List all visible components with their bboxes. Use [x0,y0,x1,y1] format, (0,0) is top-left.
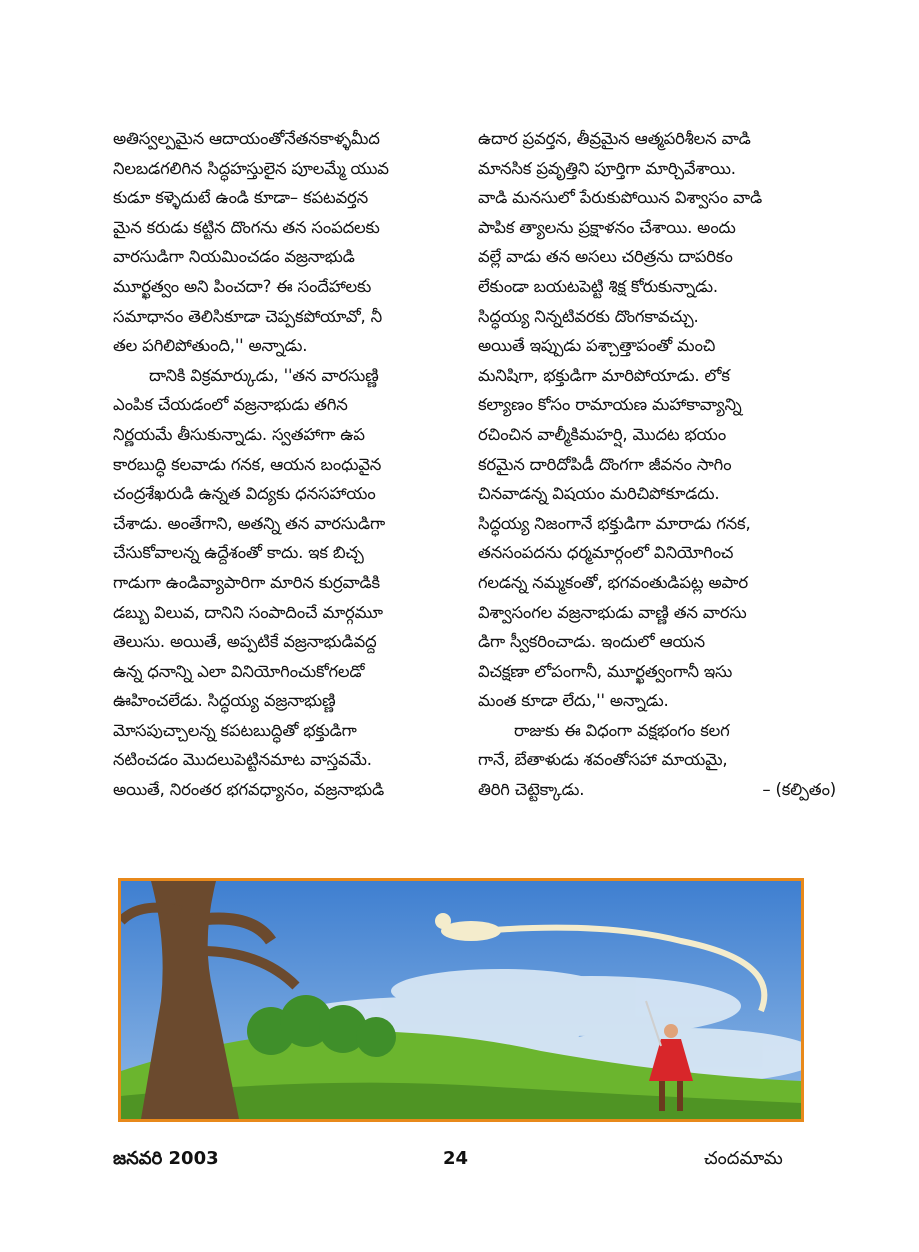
text-line: వాడి మనసులో పేరుకుపోయిన విశ్వాసం వాడి [478,188,763,208]
text-line: మానసిక ప్రవృత్తిని పూర్తిగా మార్చివేశాయి. [478,158,736,178]
text-line: గలడన్న నమ్మకంతో, భగవంతుడిపట్ల అపార [478,572,748,592]
text-line: చినవాడన్న విషయం మరిచిపోకూడదు. [478,484,720,504]
text-line: డిగా స్వీకరించాడు. ఇందులో ఆయన [478,632,705,652]
text-line: నిలబడగలిగిన సిద్ధహస్తులైన పూలమ్మే యువ [113,158,389,178]
text-line: కరమైన దారిదోపిడీ దొంగగా జీవనం సాగిం [478,454,732,474]
text-line: లేకుండా బయటపెట్టి శిక్ష కోరుకున్నాడు. [478,276,718,296]
text-line: చేసుకోవాలన్న ఉద్దేశంతో కాదు. ఇక బిచ్చ [113,543,364,563]
page-number: 24 [443,1148,469,1169]
text-line: మూర్ఖత్వం అని పించదా? ఈ సందేహాలకు [113,276,372,296]
text-line: రచించిన వాల్మీకిమహర్షి, మొదట భయం [478,424,727,444]
text-line: మైన కరుడు కట్టిన దొంగను తన సంపదలకు [113,217,380,237]
text-line: ఉన్న ధనాన్ని ఎలా వినియోగించుకోగలడో [113,661,365,681]
text-line: సిద్ధయ్య నిన్నటివరకు దొంగకావచ్చు. [478,306,699,326]
closing-line [478,775,836,805]
text-line: సమాధానం తెలిసికూడా చెప్పకపోయావో, నీ [113,306,383,326]
text-line: కల్యాణం కోసం రామాయణ మహాకావ్యాన్ని [478,395,742,415]
text-line: మోసపుచ్చాలన్న కపటబుద్ధితో భక్తుడిగా [113,720,357,740]
text-line: చంద్రశేఖరుడి ఉన్నత విద్యకు ధనసహాయం [113,484,376,504]
text-line: సిద్ధయ్య నిజంగానే భక్తుడిగా మారాడు గనక, [478,513,751,533]
text-line: ఉదార ప్రవర్తన, తీవ్రమైన ఆత్మపరిశీలన వాడి [478,129,751,148]
text-line: కారబుద్ధి కలవాడు గనక, ఆయన బంధువైన [113,454,382,474]
text-line: గానే, బేతాళుడు శవంతోసహా మాయమై, [478,750,728,770]
text-line: ఎంపిక చేయడంలో వజ్రనాభుడు తగిన [113,395,348,415]
text-line: దానికి విక్రమార్కుడు, ''తన వారసుణ్ణి [149,365,379,385]
left-text-column [113,124,471,805]
text-line: తెలుసు. అయితే, అప్పటికే వజ్రనాభుడివద్ద [113,632,377,652]
illustration-scene [121,881,801,1119]
text-line: అయితే, నిరంతర భగవధ్యానం, వజ్రనాభుడి [113,780,385,800]
text-line: తల పగిలిపోతుంది,'' అన్నాడు. [113,336,308,356]
text-line: అయితే ఇప్పుడు పశ్చాత్తాపంతో మంచి [478,336,716,356]
text-line: రాజుకు ఈ విధంగా వక్షభంగం కలగ [514,720,730,740]
text-line: పాపిక త్యాలను ప్రక్షాళనం చేశాయి. అందు [478,217,736,237]
text-line: తనసంపదను ధర్మమార్గంలో వినియోగించ [478,543,734,563]
text-line: నిర్ణయమే తీసుకున్నాడు. స్వతహాగా ఉప [113,424,365,444]
text-line: కుడూ కళ్ళెదుటే ఉండి కూడా– కపటవర్తన [113,188,369,208]
text-line: చేశాడు. అంతేగాని, అతన్ని తన వారసుడిగా [113,513,385,533]
story-illustration [118,878,804,1122]
text-line: నటించడం మొదలుపెట్టినమాట వాస్తవమే. [113,750,372,770]
text-line: అతిస్వల్పమైన ఆదాయంతోనేతనకాళ్ళమీద [113,129,380,148]
text-line: మంత కూడా లేదు,'' అన్నాడు. [478,691,669,711]
text-line: వారసుడిగా నియమించడం వజ్రనాభుడి [113,247,355,267]
right-text-column [478,124,836,805]
text-line: డబ్బు విలువ, దానిని సంపాదించే మార్గమూ [113,602,383,622]
text-line: మనిషిగా, భక్తుడిగా మారిపోయాడు. లోక [478,365,730,385]
text-line: విశ్వాసంగల వజ్రనాభుడు వాణ్ణి తన వారసు [478,602,747,622]
story-credit: – (కల్పితం) [762,780,836,800]
magazine-name: చందమామ [704,1148,783,1169]
text-line: వల్లే వాడు తన అసలు చరిత్రను దాపరికం [478,247,733,267]
issue-date: జనవరి 2003 [113,1148,219,1169]
text-line: విచక్షణా లోపంగానీ, మూర్ఖత్వంగానీ ఇసు [478,661,733,681]
closing-text: తిరిగి చెట్టెక్కాడు. [478,780,585,800]
text-line: ఊహించలేడు. సిద్ధయ్య వజ్రనాభుణ్ణి [113,691,336,711]
text-line: గాడుగా ఉండివ్యాపారిగా మారిన కుర్రవాడికి [113,572,380,592]
